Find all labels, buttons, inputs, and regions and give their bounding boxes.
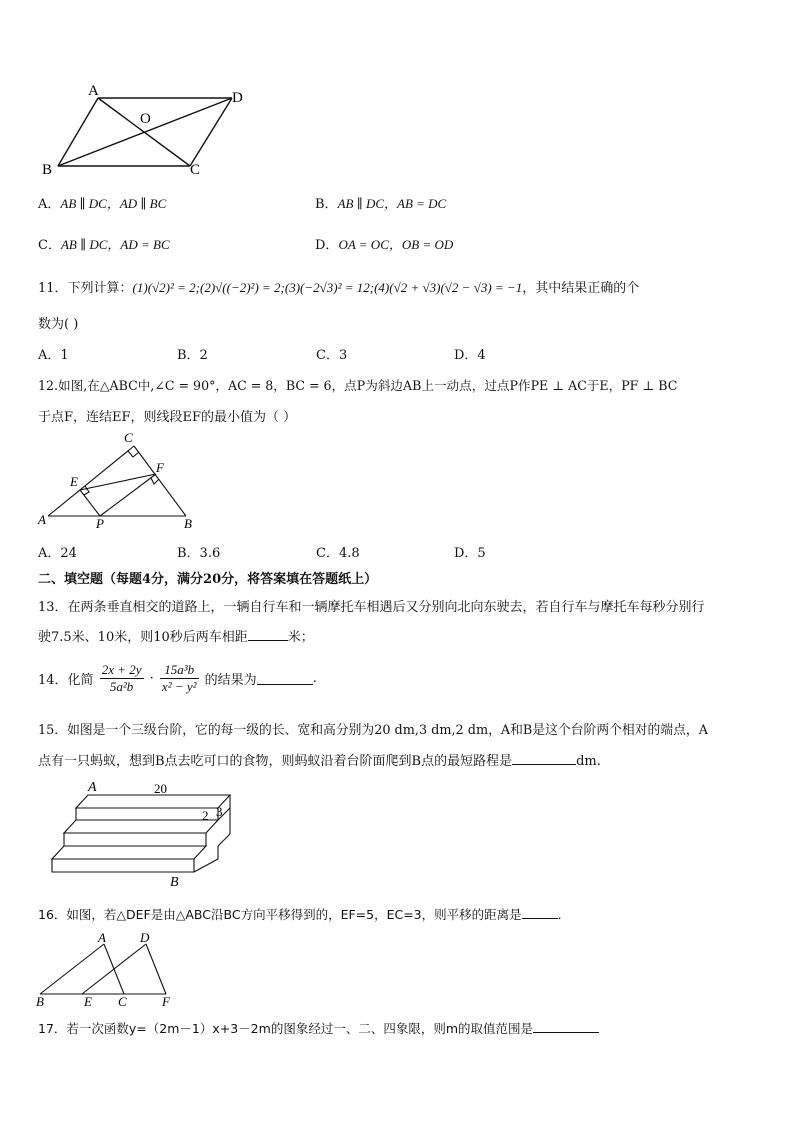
q11-option-d[interactable]: D．4 [454, 348, 486, 363]
q16-label-c: C [118, 994, 127, 1009]
q14-fraction-1 [100, 662, 144, 695]
option-text: AB ∥ DC，AB = DC [337, 196, 447, 211]
q15-answer-blank[interactable] [512, 752, 576, 765]
q12-label-a: A [38, 512, 46, 527]
q17-line [38, 1019, 599, 1037]
q10-option-c[interactable] [38, 234, 170, 253]
q14-dot: · [149, 671, 154, 686]
q14-f2-numerator: 15a³b [160, 662, 199, 679]
q12-option-d[interactable]: D．5 [454, 546, 486, 561]
q16-label-b: B [36, 994, 44, 1009]
q12-label-b: B [184, 516, 192, 531]
q12-label-e: E [70, 474, 78, 489]
option-text: AB ∥ DC，AD ∥ BC [60, 196, 167, 211]
q15-text-a: 点有一只蚂蚁，想到B点去吃可口的食物，则蚂蚁沿着台阶面爬到B点的最短路程是 [38, 754, 513, 769]
q14-f1-numerator: 2x + 2y [101, 662, 142, 677]
q14-line [38, 662, 317, 695]
vertex-b-label: B [42, 162, 53, 178]
q16-label-f: F [162, 994, 170, 1009]
q15-label-width: 3 [216, 804, 223, 819]
q15-label-b: B [170, 875, 179, 890]
q11-suffix: ，其中结果正确的个 [522, 281, 640, 296]
q12-line2: 于点F，连结EF，则线段EF的最小值为（ ） [38, 410, 297, 425]
q15-label-height: 2 [202, 808, 209, 823]
q15-text-b: dm. [576, 754, 601, 769]
q12-label-p: P [96, 516, 104, 531]
q11-option-a[interactable]: A．1 [38, 348, 69, 363]
q11-option-c[interactable]: C．3 [316, 348, 348, 363]
q10-option-d[interactable] [315, 234, 453, 253]
q14-end: . [312, 671, 317, 686]
q12-option-c[interactable]: C．4.8 [316, 546, 360, 561]
q12-option-a[interactable]: A．24 [38, 546, 77, 561]
q13-line2 [38, 626, 314, 645]
q14-f1-denominator: 5a²b [109, 679, 134, 694]
right-triangle-figure [36, 428, 206, 534]
option-letter: C． [38, 238, 61, 253]
q14-suffix: 的结果为 [204, 673, 257, 688]
q11-line2: 数为( ) [38, 317, 79, 332]
q15-label-a: A [88, 780, 97, 795]
q17-text: 17．若一次函数y=（2m－1）x+3－2m的图象经过一、二、四象限，则m的取值范围是 [38, 1021, 533, 1036]
q16-label-d: D [140, 930, 150, 945]
q16-label-e: E [84, 994, 92, 1009]
vertex-o-label: O [140, 111, 151, 127]
q11-prefix: 11．下列计算： [38, 281, 133, 296]
q10-option-a[interactable] [38, 193, 166, 212]
q16-label-a: A [98, 930, 106, 945]
q16-line [38, 905, 570, 923]
q12-option-b[interactable]: B．3.6 [177, 546, 221, 561]
q17-answer-blank[interactable] [533, 1020, 599, 1033]
q13-text-a: 驶7.5米、10米，则10秒后两车相距 [38, 630, 248, 645]
q14-answer-blank[interactable] [257, 672, 313, 685]
q11-line1 [38, 277, 639, 296]
option-text: OA = OC，OB = OD [338, 237, 454, 252]
q11-expression: (1)(√2)² = 2;(2)√((−2)²) = 2;(3)(−2√3)² = 12;(4)(√2 + √3)(√2 − √3) = −1 [132, 280, 523, 295]
option-letter: B． [315, 197, 338, 212]
section-heading: 二、填空题（每题4分，满分20分，将答案填在答题纸上） [38, 572, 378, 587]
q13-line1: 13．在两条垂直相交的道路上，一辆自行车和一辆摩托车相遇后又分别向北向东驶去，若自行车与摩托车每秒分别行 [38, 600, 705, 615]
staircase-figure [36, 778, 236, 890]
q12-label-f: F [156, 460, 164, 475]
vertex-d-label: D [232, 90, 243, 106]
parallelogram-figure [36, 78, 256, 178]
q14-f2-denominator: x² − y² [161, 679, 197, 694]
q11-option-b[interactable]: B．2 [177, 348, 208, 363]
q12-label-c: C [124, 430, 133, 445]
q13-answer-blank[interactable] [248, 628, 288, 641]
q14-prefix: 14．化简 [38, 673, 94, 688]
vertex-c-label: C [190, 162, 201, 178]
option-letter: A． [38, 197, 61, 212]
q15-line1: 15．如图是一个三级台阶，它的每一级的长、宽和高分别为20 dm,3 dm,2 dm，A和B是这个台阶两个相对的端点，A [38, 723, 708, 738]
q15-label-length: 20 [154, 781, 167, 796]
q15-line2 [38, 750, 601, 769]
q16-answer-blank[interactable] [522, 906, 558, 919]
q14-fraction-2 [160, 662, 199, 695]
q16-end: ． [557, 907, 571, 922]
q10-option-b[interactable] [315, 193, 446, 212]
translated-triangles-figure [34, 928, 184, 1010]
option-letter: D． [315, 238, 339, 253]
q13-text-b: 米； [287, 630, 314, 645]
q16-text: 16．如图，若△DEF是由△ABC沿BC方向平移得到的，EF=5，EC=3，则平移的距离是 [38, 907, 522, 922]
option-text: AB ∥ DC，AD = BC [60, 237, 170, 252]
vertex-a-label: A [88, 83, 99, 99]
q12-line1: 12.如图,在△ABC中,∠C = 90°，AC = 8，BC = 6，点P为斜边AB上一动点，过点P作PE ⊥ AC于E，PF ⊥ BC [38, 378, 678, 393]
